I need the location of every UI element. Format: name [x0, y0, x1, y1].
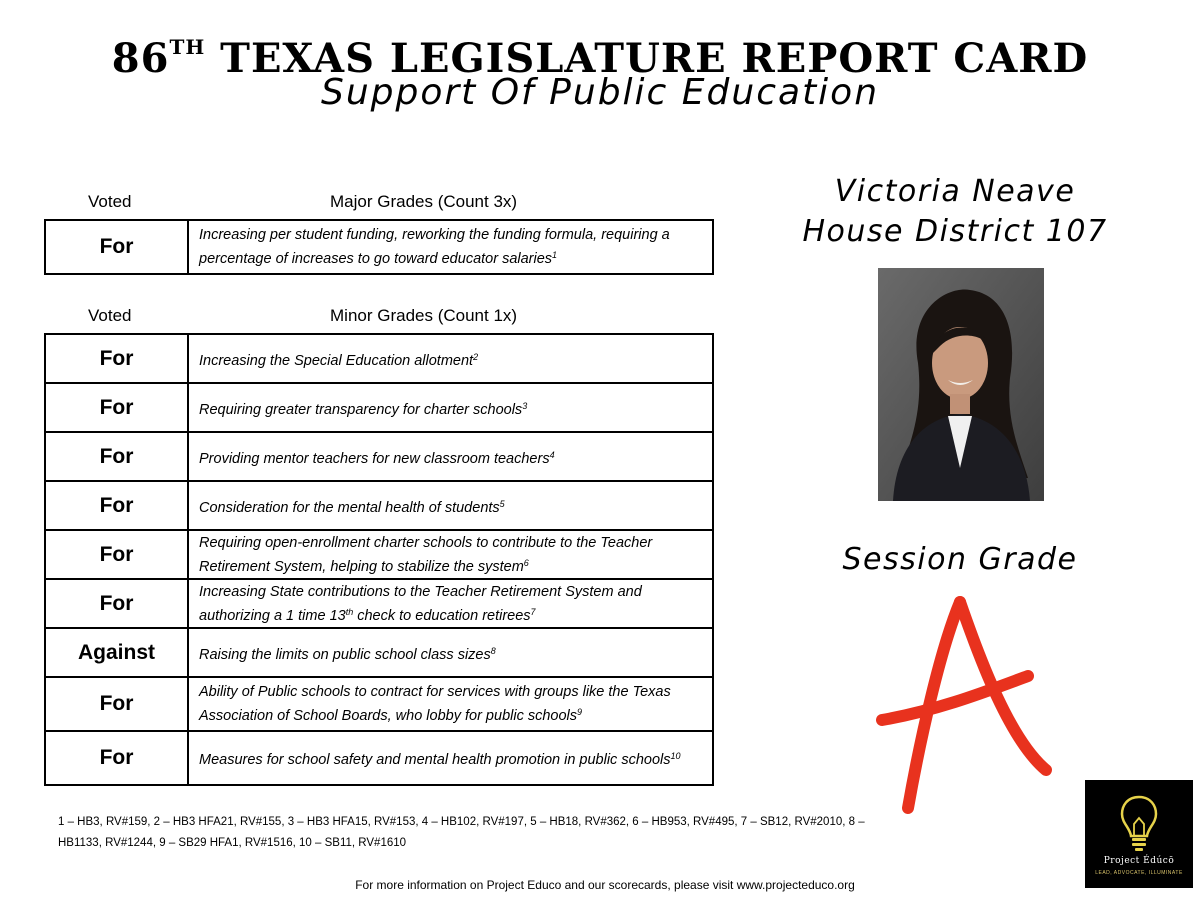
footnote-ref: 4 [549, 449, 555, 460]
bill-description [188, 383, 713, 432]
footnote-ref: 3 [522, 400, 528, 411]
bill-text: Requiring greater transparency for charter schools [199, 401, 523, 418]
vote-cell: For [45, 579, 188, 628]
session-grade [860, 590, 1080, 820]
bill-description [188, 677, 713, 731]
table-row [45, 731, 713, 785]
minor-grades-table [44, 333, 714, 786]
title-number: 86 [111, 35, 170, 82]
footer-note: For more information on Project Educo and our scorecards, please visit www.projecteduco.org [355, 878, 855, 892]
bill-description [188, 731, 713, 785]
bill-text: Measures for school safety and mental health promotion in public schools [199, 752, 671, 768]
legislator-name: Victoria Neave [834, 174, 1076, 209]
footnote-ref: 9 [577, 707, 583, 717]
vote-cell: For [45, 432, 188, 481]
major-grades-table [44, 219, 714, 275]
bill-description [188, 220, 713, 274]
logo-tagline: LEAD, ADVOCATE, ILLUMINATE [1095, 870, 1183, 876]
vote-cell: Against [45, 628, 188, 677]
bill-text-part-b: check to education retirees [353, 607, 531, 624]
footnote-ref: 10 [670, 751, 681, 761]
major-grades-header: Major Grades (Count 3x) [330, 192, 518, 211]
bill-text-part-a: Increasing State contributions to the Teacher Retirement System and authorizing a 1 time 13 [199, 583, 642, 624]
vote-cell: For [45, 677, 188, 731]
major-voted-header: Voted [88, 192, 132, 211]
bill-description [188, 432, 713, 481]
bill-description [188, 481, 713, 530]
table-row [45, 677, 713, 731]
bill-text: Raising the limits on public school class sizes [199, 646, 491, 663]
footnote-ref: 5 [499, 498, 505, 509]
grade-a-mark [860, 590, 1080, 820]
legislator-district: House District 107 [802, 214, 1108, 249]
vote-cell: For [45, 731, 188, 785]
footnote-ref: 2 [473, 351, 479, 362]
table-row [45, 628, 713, 677]
session-grade-label: Session Grade [842, 542, 1078, 577]
logo-name: Project Édúcō [1103, 856, 1175, 866]
vote-cell: For [45, 530, 188, 579]
bill-description [188, 530, 713, 579]
legislator-photo [878, 268, 1044, 501]
lightbulb-icon [1119, 794, 1159, 854]
bill-text: Increasing per student funding, reworking the funding formula, requiring a percentage of increases to go toward educator salaries [199, 227, 670, 267]
footnote-ref: 1 [552, 250, 558, 260]
title-ordinal: TH [169, 35, 206, 59]
minor-voted-header: Voted [88, 306, 132, 325]
vote-cell: For [45, 334, 188, 383]
project-educo-logo [1085, 780, 1193, 888]
table-row [45, 432, 713, 481]
table-row [45, 530, 713, 579]
bill-text: Requiring open-enrollment charter schools to contribute to the Teacher Retirement System, helping to stabilize the system [199, 534, 653, 575]
minor-grades-header: Minor Grades (Count 1x) [330, 306, 518, 325]
bill-text: Consideration for the mental health of students [199, 499, 500, 516]
title-main: TEXAS LEGISLATURE REPORT CARD [220, 35, 1089, 82]
bill-description [188, 334, 713, 383]
vote-cell: For [45, 481, 188, 530]
vote-cell: For [45, 220, 188, 274]
table-row [45, 334, 713, 383]
bill-text: Ability of Public schools to contract for services with groups like the Texas Association of School Boards, who lobby for public schools [199, 684, 671, 724]
bill-description [188, 628, 713, 677]
table-row [45, 481, 713, 530]
table-row [45, 579, 713, 628]
ordinal-suffix: th [345, 606, 354, 617]
footnote-ref: 6 [523, 557, 529, 568]
report-subtitle: Support Of Public Education [320, 72, 880, 113]
table-row [45, 383, 713, 432]
bill-footnotes: 1 – HB3, RV#159, 2 – HB3 HFA21, RV#155, 3 – HB3 HFA15, RV#153, 4 – HB102, RV#197, 5 – HB18, RV#362, 6 – HB953, RV#495, 7 – SB12, RV#2010, 8 – HB1133, RV#1244, 9 – SB29 HFA1, RV#1516, 10 – SB11, RV#1610 [58, 816, 865, 849]
footnote-ref: 7 [530, 606, 536, 617]
bill-description [188, 579, 713, 628]
bill-text: Increasing the Special Education allotment [199, 352, 474, 369]
portrait-icon [878, 268, 1044, 501]
footnote-ref: 8 [490, 645, 496, 656]
table-row [45, 220, 713, 274]
bill-text: Providing mentor teachers for new classroom teachers [199, 450, 550, 467]
vote-cell: For [45, 383, 188, 432]
